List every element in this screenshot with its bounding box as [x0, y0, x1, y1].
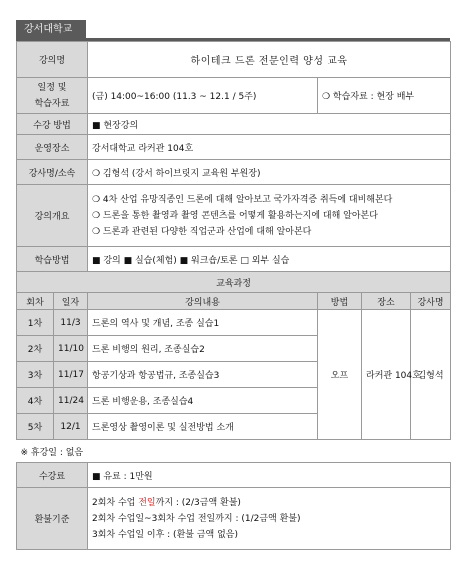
refund-policy: [88, 488, 451, 550]
session-date: 11/3: [54, 310, 88, 336]
course-name-value: 하이테크 드론 전문인력 양성 교육: [88, 42, 451, 78]
venue-label: 운영장소: [17, 135, 88, 160]
fee-label: 수강료: [17, 463, 88, 488]
session-content: 드론 비행운용, 조종실습4: [88, 388, 318, 414]
col-header-session: 회차: [17, 293, 54, 310]
course-name-label: 강의명: [17, 42, 88, 78]
institution-tag: 강서대학교: [16, 20, 86, 39]
learning-method-value: ■ 강의 ■ 실습(체험) ■ 워크숍/토론 □ 외부 실습: [88, 247, 451, 272]
col-header-place: 장소: [362, 293, 411, 310]
venue-value: 강서대학교 라커관 104호: [88, 135, 451, 160]
schedule-label-line2: 학습자료: [34, 98, 70, 109]
refund-line1-post: 까지 : (2/3금액 환불): [155, 497, 241, 508]
session-no: 5차: [17, 414, 54, 440]
col-header-date: 일자: [54, 293, 88, 310]
overview-list: [88, 185, 451, 247]
col-header-instructor: 강사명: [411, 293, 451, 310]
session-method: 오프: [318, 310, 362, 440]
schedule-label: [17, 78, 88, 114]
overview-label: 강의개요: [17, 185, 88, 247]
session-no: 2차: [17, 336, 54, 362]
holiday-note: ※ 휴강일 : 없음: [17, 440, 451, 463]
refund-line: 2회차 수업일~3회차 수업 전일까지 : (1/2금액 환불): [92, 513, 301, 524]
materials-value: ❍ 학습자료 : 현장 배부: [318, 78, 451, 114]
instructor-value: ❍ 김형석 (강서 하이브릿지 교육원 부원장): [88, 160, 451, 185]
method-value: ■ 현장강의: [88, 114, 451, 135]
fee-value: ■ 유료 : 1만원: [88, 463, 451, 488]
overview-item: ❍ 드론을 통한 촬영과 촬영 콘텐츠를 어떻게 활용하는지에 대해 알아본다: [92, 210, 378, 221]
session-place: 라커관 104호: [362, 310, 411, 440]
session-no: 1차: [17, 310, 54, 336]
session-content: 드론영상 촬영이론 및 실전방법 소개: [88, 414, 318, 440]
session-content: 드론의 역사 및 개념, 조종 실습1: [88, 310, 318, 336]
session-date: 11/17: [54, 362, 88, 388]
refund-line: [92, 495, 446, 511]
session-no: 3차: [17, 362, 54, 388]
curriculum-title: 교육과정: [17, 272, 451, 293]
session-content: 항공기상과 항공법규, 조종실습3: [88, 362, 318, 388]
refund-line1-pre: 2회차 수업: [92, 497, 139, 508]
overview-item: ❍ 드론과 관련된 다양한 직업군과 산업에 대해 알아본다: [92, 226, 312, 237]
learning-method-label: 학습방법: [17, 247, 88, 272]
method-label: 수강 방법: [17, 114, 88, 135]
col-header-method: 방법: [318, 293, 362, 310]
refund-line: 3회차 수업일 이후 : (환불 금액 없음): [92, 529, 238, 540]
col-header-content: 강의내용: [88, 293, 318, 310]
refund-line1-highlight: 전일: [138, 497, 156, 508]
session-no: 4차: [17, 388, 54, 414]
refund-label: 환불기준: [17, 488, 88, 550]
schedule-label-line1: 일정 및: [37, 82, 67, 93]
schedule-time: (금) 14:00~16:00 (11.3 ~ 12.1 / 5주): [92, 92, 257, 102]
overview-item: ❍ 4차 산업 유망직종인 드론에 대해 알아보고 국가자격증 취득에 대비해본다: [92, 194, 393, 205]
session-date: 11/24: [54, 388, 88, 414]
session-date: 12/1: [54, 414, 88, 440]
course-info-table: [16, 41, 451, 550]
session-content: 드론 비행의 원리, 조종실습2: [88, 336, 318, 362]
schedule-value: [88, 78, 318, 114]
table-row: [17, 310, 451, 336]
instructor-label: 강사명/소속: [17, 160, 88, 185]
session-date: 11/10: [54, 336, 88, 362]
session-instructor: 김형석: [411, 310, 451, 440]
